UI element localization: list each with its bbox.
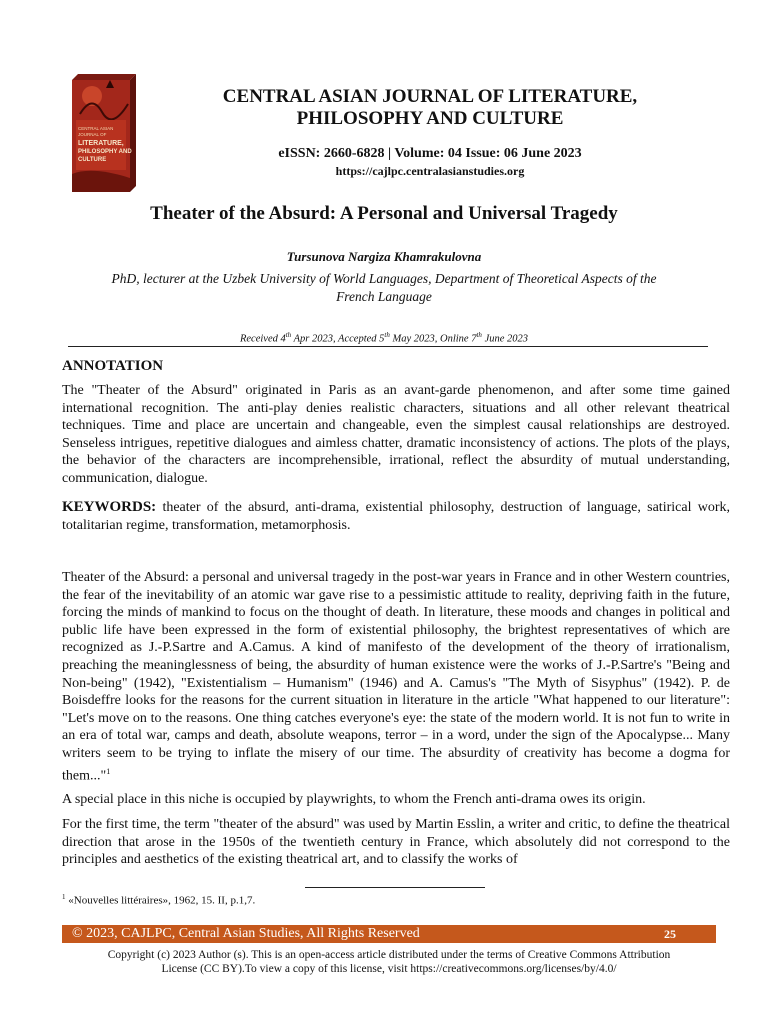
cover-text-line: CENTRAL ASIAN	[78, 126, 114, 131]
cover-text-line: JOURNAL OF	[78, 132, 107, 137]
license-line2[interactable]: License (CC BY).To view a copy of this license, visit https://creativecommons.org/licenses/by/4.0/	[161, 963, 617, 975]
online-text: May 2023, Online 7	[389, 333, 477, 345]
journal-title	[150, 86, 710, 130]
issn-volume-line: eISSN: 2660-6828 | Volume: 04 Issue: 06 June 2023	[278, 146, 582, 161]
footnote-number: 1	[62, 893, 66, 901]
footnote-ref[interactable]: 1	[106, 766, 111, 776]
journal-title-line2: PHILOSOPHY AND CULTURE	[296, 108, 564, 129]
cover-text-line: CULTURE	[78, 157, 107, 163]
footnote-divider	[305, 887, 485, 888]
online-sup: th	[476, 331, 482, 339]
author-affiliation	[80, 270, 688, 306]
body-paragraph-1	[62, 569, 730, 785]
cover-text-line: PHILOSOPHY AND	[78, 149, 132, 155]
annotation-paragraph: The "Theater of the Absurd" originated in Paris as an avant-garde phenomenon, and after some time gained international recognition. The anti-play denies realistic characters, situations and all other relevant theatrical techniques. Time and place are uncertain and changeable, even the simplest causal relationships are destroyed. Senseless intrigues, repetitive dialogues and aimless chatter, dramatic inconsistency of actions. The plots of the plays, the behavior of the characters are incomprehensible, irrational, reflect the absurdity of mutual understanding, communication, dialogue.	[62, 383, 730, 486]
license-line1: Copyright (c) 2023 Author (s). This is an open-access article distributed under the terms of Creative Commons Attribution	[107, 949, 671, 961]
received-text: Received 4	[239, 333, 286, 345]
article-title: Theater of the Absurd: A Personal and Universal Tragedy	[150, 203, 618, 224]
body-paragraph-2: A special place in this niche is occupied by playwrights, to whom the French anti-drama owes its origin.	[62, 792, 646, 807]
article-dates	[40, 331, 728, 345]
footnote-text: «Nouvelles littéraires», 1962, 15. II, p.1,7.	[65, 894, 256, 907]
footer-bar	[62, 925, 716, 943]
footnote	[62, 893, 255, 907]
journal-title-line1: CENTRAL ASIAN JOURNAL OF LITERATURE,	[222, 86, 638, 107]
annotation-heading: ANNOTATION	[62, 358, 164, 374]
keywords-paragraph	[62, 499, 730, 534]
keywords-text: theater of the absurd, anti-drama, existential philosophy, destruction of language, satirical work, totalitarian regime, transformation, metamorphosis.	[62, 500, 730, 533]
license-notice	[62, 948, 716, 976]
affiliation-line1: PhD, lecturer at the Uzbek University of World Languages, Department of Theoretical Aspects of the	[111, 271, 657, 286]
received-sup: th	[285, 331, 292, 339]
cover-text-line: LITERATURE,	[78, 140, 124, 147]
accepted-text: Apr 2023, Accepted 5	[291, 333, 385, 345]
keywords-label: KEYWORDS:	[62, 499, 157, 515]
affiliation-line2: French Language	[336, 289, 432, 304]
body-paragraph-3: For the first time, the term "theater of the absurd" was used by Martin Esslin, a writer and critic, to define the theatrical direction that arose in the 1950s of the twentieth century in France, which absolutely did not correspond to the principles and aesthetics of the existing theatrical art, and to classify the works of	[62, 817, 730, 868]
page-number: 25	[664, 927, 676, 941]
journal-cover-image	[72, 74, 136, 192]
footer-copyright: © 2023, CAJLPC, Central Asian Studies, All Rights Reserved	[72, 926, 420, 941]
accepted-sup: th	[384, 331, 390, 339]
body-paragraph-1-text: Theater of the Absurd: a personal and universal tragedy in the post-war years in France and in other Western countries, the fear of the inevitability of an atomic war gave rise to a pessimistic attitude to reality, depriving faith in the future, forcing the minds of mankind to focus on the thought of death. In literature, these moods and changes in political and public life have been expressed in the form of existential philosophy, the brightest representatives of which are recognized as J.-P.Sartre and A.Camus. A kind of manifesto of the development of the theory of irrationalism, preaching the meaninglessness of being, the absurdity of human existence were the works of J.-P.Sartre's "Being and Non-being" (1942), "Existentialism – Humanism" (1946) and A. Camus's "The Myth of Sisyphus" (1942). P. de Boisdeffre looks for the reasons for the current situation in literature in the article "What happened to our literature": "Let's move on to the reasons. One thing catches everyone's eye: the state of the modern world. It is not fun to write in an era of total war, camps and death, absolute weapons, terror – in a word, under the sign of the Apocalypse... Many writers seem to be trying to inflate the misery of our time. The absurdity of creativity has become a dogma for them..."	[62, 570, 730, 784]
author-name: Tursunova Nargiza Khamrakulovna	[286, 249, 482, 264]
journal-url-link[interactable]: https://cajlpc.centralasianstudies.org	[335, 164, 525, 178]
header-divider	[68, 346, 708, 347]
online-date-text: June 2023	[481, 333, 529, 345]
